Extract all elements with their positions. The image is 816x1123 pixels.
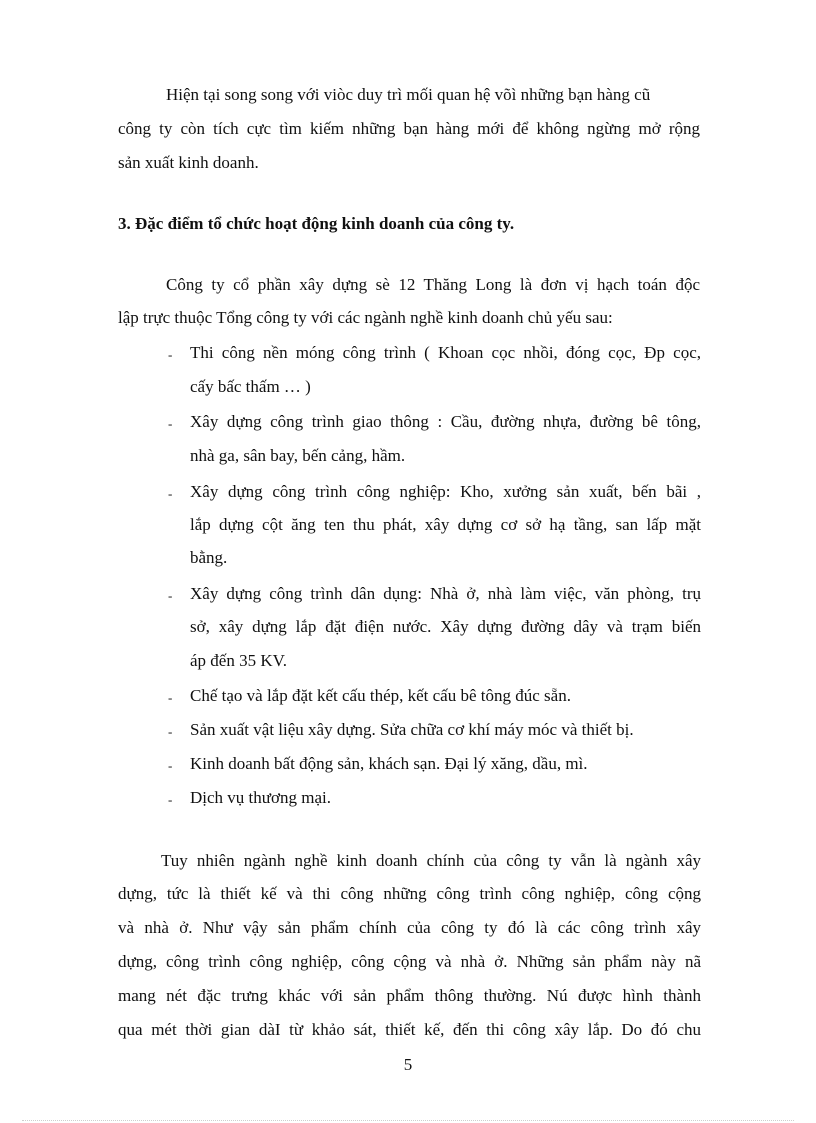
list-item-3-line-1: Xây dựng công trình công nghiệp: Kho, xưởng sản xuất, bến bãi , bbox=[190, 482, 701, 501]
para1-line-1: Hiện tại song song với viòc duy trì mối quan hệ võì những bạn hàng cũ bbox=[166, 85, 651, 104]
list-item-3-line-3: bằng. bbox=[190, 548, 228, 567]
para3-line-5: mang nét đặc trưng khác với sản phẩm thông thường. Nú được hình thành bbox=[118, 986, 701, 1005]
para1-line-3: sản xuất kinh doanh. bbox=[118, 153, 259, 172]
page-number: 5 bbox=[403, 1055, 413, 1074]
para3-line-2: dựng, tức là thiết kế và thi công những công trình công nghiệp, công cộng bbox=[118, 884, 701, 903]
para3-line-6: qua mét thời gian dàI từ khảo sát, thiết kế, đến thi công xây lắp. Do đó chu bbox=[118, 1020, 701, 1039]
bullet-dash: - bbox=[168, 690, 173, 705]
bullet-dash: - bbox=[168, 724, 173, 739]
para2-line-1: Công ty cổ phần xây dựng sè 12 Thăng Long là đơn vị hạch toán độc bbox=[166, 275, 700, 294]
list-item-3-line-2: lắp dựng cột ăng ten thu phát, xây dựng cơ sở hạ tầng, san lấp mặt bbox=[190, 515, 701, 534]
bullet-dash: - bbox=[168, 758, 173, 773]
para2-line-2: lập trực thuộc Tổng công ty với các ngành nghề kinh doanh chủ yếu sau: bbox=[118, 308, 613, 327]
list-item-1-line-1: Thi công nền móng công trình ( Khoan cọc nhồi, đóng cọc, Đp cọc, bbox=[190, 343, 701, 362]
bullet-dash: - bbox=[168, 486, 173, 501]
list-item-4-line-1: Xây dựng công trình dân dụng: Nhà ở, nhà làm việc, văn phòng, trụ bbox=[190, 584, 701, 603]
bullet-dash: - bbox=[168, 792, 173, 807]
list-item-6: Sản xuất vật liệu xây dựng. Sửa chữa cơ khí máy móc và thiết bị. bbox=[190, 720, 634, 739]
para3-line-4: dựng, công trình công nghiệp, công cộng và nhà ở. Những sản phẩm này nã bbox=[118, 952, 701, 971]
list-item-4-line-2: sở, xây dựng lắp đặt điện nước. Xây dựng đường dây và trạm biến bbox=[190, 617, 701, 636]
list-item-8: Dịch vụ thương mại. bbox=[190, 788, 331, 807]
para3-line-1: Tuy nhiên ngành nghề kinh doanh chính của công ty vẫn là ngành xây bbox=[161, 851, 701, 870]
section-heading: 3. Đặc điểm tổ chức hoạt động kinh doanh của công ty. bbox=[118, 214, 515, 233]
para3-line-3: và nhà ở. Như vậy sản phẩm chính của công ty đó là các công trình xây bbox=[118, 918, 701, 937]
list-item-2-line-1: Xây dựng công trình giao thông : Cầu, đường nhựa, đường bê tông, bbox=[190, 412, 701, 431]
list-item-7: Kinh doanh bất động sản, khách sạn. Đại lý xăng, dầu, mì. bbox=[190, 754, 588, 773]
page-bottom-divider bbox=[22, 1120, 794, 1121]
bullet-dash: - bbox=[168, 588, 173, 603]
list-item-1-line-2: cấy bấc thấm … ) bbox=[190, 377, 311, 396]
bullet-dash: - bbox=[168, 347, 173, 362]
para1-line-2: công ty còn tích cực tìm kiếm những bạn hàng mới để không ngừng mở rộng bbox=[118, 119, 700, 138]
list-item-4-line-3: áp đến 35 KV. bbox=[190, 651, 287, 670]
list-item-2-line-2: nhà ga, sân bay, bến cảng, hầm. bbox=[190, 446, 406, 465]
bullet-dash: - bbox=[168, 416, 173, 431]
list-item-5: Chế tạo và lắp đặt kết cấu thép, kết cấu bê tông đúc sẵn. bbox=[190, 686, 571, 705]
